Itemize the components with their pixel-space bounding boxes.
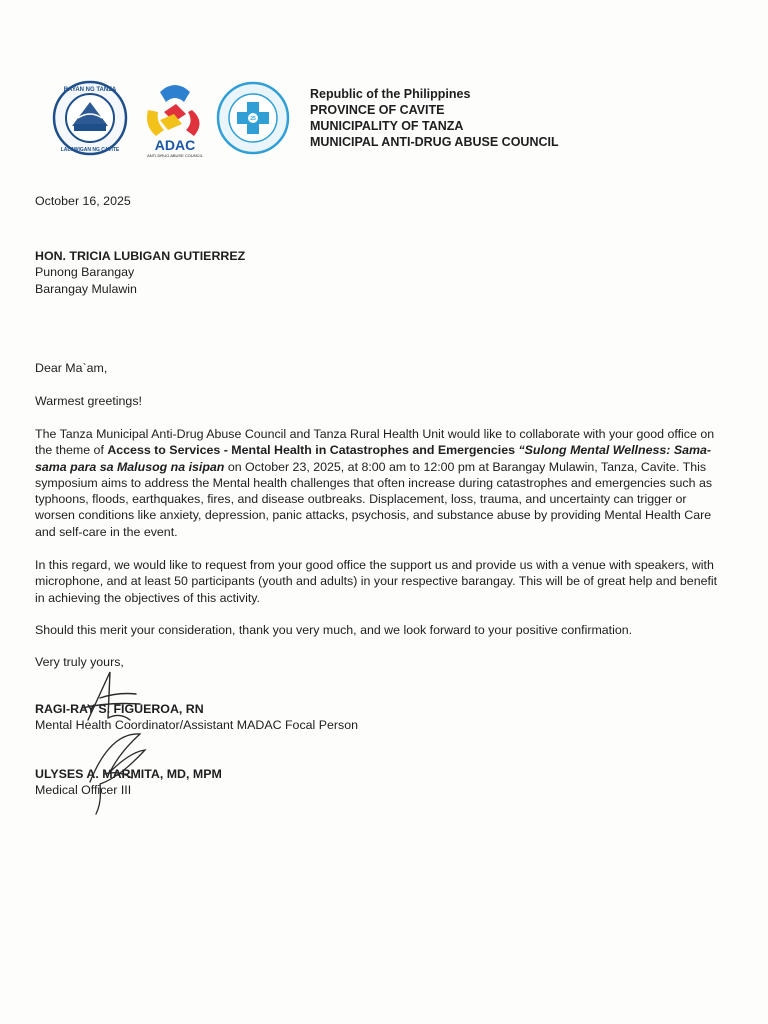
signatory-2-title: Medical Officer III — [35, 783, 132, 798]
signatory-1-name: RAGI-RAY S. FIGUEROA, RN — [35, 702, 204, 716]
health-center-seal-icon — [215, 80, 291, 156]
signatory-2-name: ULYSES A. MARMITA, MD, MPM — [35, 767, 222, 781]
letterhead-republic: Republic of the Philippines — [310, 87, 471, 101]
letterhead-municipality: MUNICIPALITY OF TANZA — [310, 119, 464, 133]
seal-top-text: BAYAN NG TANZA — [63, 87, 117, 93]
seal-bottom-text: LALAWIGAN NG CAVITE — [60, 147, 120, 153]
municipal-seal-icon — [50, 80, 130, 156]
signature-1-icon — [78, 668, 158, 728]
paragraph-1 — [35, 426, 727, 540]
letter-date: October 16, 2025 — [35, 194, 131, 208]
letterhead-council: MUNICIPAL ANTI-DRUG ABUSE COUNCIL — [310, 135, 559, 149]
paragraph-1-body: on October 23, 2025, at 8:00 am to 12:00 pm at Barangay Mulawin, Tanza, Cavite. This symposium aims to address the Mental health challenges that often increase during catastrophes and emergencies such as typhoons, floods, earthquakes, fires, and disease outbreaks. Displacement, loss, trauma, and uncertainty can trigger or worsen conditions like anxiety, depression, panic attacks, psychosis, and substance abuse by providing Mental Health Care and self-care in the event. — [35, 459, 713, 539]
greeting: Warmest greetings! — [35, 394, 142, 408]
adac-logo-icon — [138, 80, 212, 160]
letterhead-province: PROVINCE OF CAVITE — [310, 103, 445, 117]
signature-2-icon — [70, 722, 160, 817]
addressee-block — [35, 248, 245, 297]
svg-text:25: 25 — [250, 116, 256, 122]
adac-logo-subtext: ANTI-DRUG ABUSE COUNCIL — [147, 153, 203, 158]
salutation: Dear Ma`am, — [35, 361, 108, 375]
addressee-name: HON. TRICIA LUBIGAN GUTIERREZ — [35, 249, 246, 263]
closing: Very truly yours, — [35, 655, 124, 669]
paragraph-1-intro: The Tanza Municipal Anti-Drug Abuse Council and Tanza Rural Health Unit would like to collaborate with your good office on the theme of — [35, 427, 715, 458]
paragraph-2: In this regard, we would like to request from your good office the support us and provide us with a venue with speakers, with microphone, and at least 50 participants (youth and adults) in your respective barangay. This will be of great help and benefit in achieving the objectives of this activity. — [35, 558, 718, 605]
addressee-position: Punong Barangay — [35, 265, 135, 280]
signatory-1-title: Mental Health Coordinator/Assistant MADAC Focal Person — [35, 718, 358, 733]
paragraph-3: Should this merit your consideration, thank you very much, and we look forward to your positive confirmation. — [35, 623, 633, 637]
letterhead — [310, 86, 559, 150]
paragraph-1-slogan: “Sulong Mental Wellness: Sama-sama para sa Malusog na isipan — [35, 443, 712, 474]
adac-logo-text: ADAC — [154, 137, 196, 153]
paragraph-1-theme: Access to Services - Mental Health in Catastrophes and Emergencies — [107, 443, 515, 458]
addressee-location: Barangay Mulawin — [35, 281, 137, 296]
